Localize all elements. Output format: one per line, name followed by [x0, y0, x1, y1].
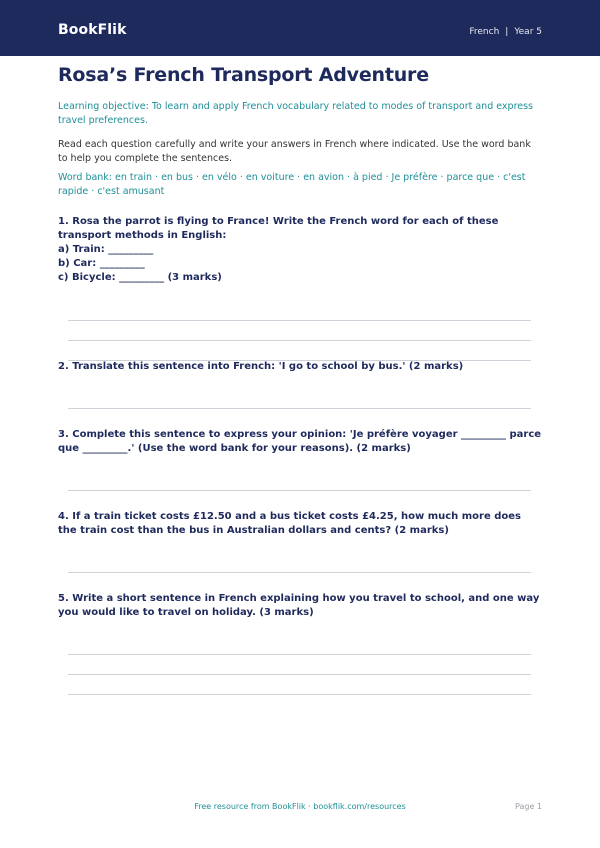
meta-separator: |: [505, 27, 509, 37]
instructions: Read each question carefully and write your answers in French where indicated. Use the word bank to help you complete the sentences.: [58, 139, 531, 164]
question-2-text: 2. Translate this sentence into French: 'I go to school by bus.' (2 marks): [58, 361, 464, 372]
answer-line[interactable]: [68, 572, 531, 573]
answer-line[interactable]: [68, 674, 531, 675]
subject-label: French: [469, 27, 500, 37]
question-1: [58, 215, 542, 285]
word-bank: Word bank: en train · en bus · en vélo · en voiture · en avion · à pied · Je préfère · parce que · c'est rapide · c'est amusant: [58, 172, 526, 197]
year-label: Year 5: [514, 27, 542, 37]
question-4: [58, 510, 542, 538]
answer-line[interactable]: [68, 408, 531, 409]
question-2: [58, 360, 542, 374]
question-3: [58, 428, 542, 456]
header-bar: [0, 0, 600, 56]
answer-line[interactable]: [68, 694, 531, 695]
question-1-part-c: c) Bicycle: _________ (3 marks): [58, 272, 222, 283]
worksheet-title: Rosa’s French Transport Adventure: [58, 64, 429, 86]
question-1-text: 1. Rosa the parrot is flying to France! Write the French word for each of these transport methods in English:: [58, 216, 499, 241]
brand-logo: BookFlik: [58, 22, 127, 38]
question-5: [58, 592, 542, 620]
question-1-part-b: b) Car: _________: [58, 258, 145, 269]
learning-objective: Learning objective: To learn and apply French vocabulary related to modes of transport and express travel preferences.: [58, 101, 534, 126]
footer-source-link[interactable]: Free resource from BookFlik · bookflik.com/resources: [194, 802, 406, 811]
answer-line[interactable]: [68, 490, 531, 491]
question-3-text: 3. Complete this sentence to express your opinion: 'Je préfère voyager _________ parce que _________.' (Use the word bank for your reasons). (2 marks): [58, 429, 542, 454]
answer-line[interactable]: [68, 654, 531, 655]
page-number: Page 1: [515, 802, 542, 811]
subject-year: [469, 27, 542, 37]
answer-line[interactable]: [68, 320, 531, 321]
question-4-text: 4. If a train ticket costs £12.50 and a bus ticket costs £4.25, how much more does the train cost than the bus in Australian dollars and cents? (2 marks): [58, 511, 522, 536]
answer-line[interactable]: [68, 340, 531, 341]
question-5-text: 5. Write a short sentence in French explaining how you travel to school, and one way you would like to travel on holiday. (3 marks): [58, 593, 540, 618]
question-1-part-a: a) Train: _________: [58, 244, 154, 255]
